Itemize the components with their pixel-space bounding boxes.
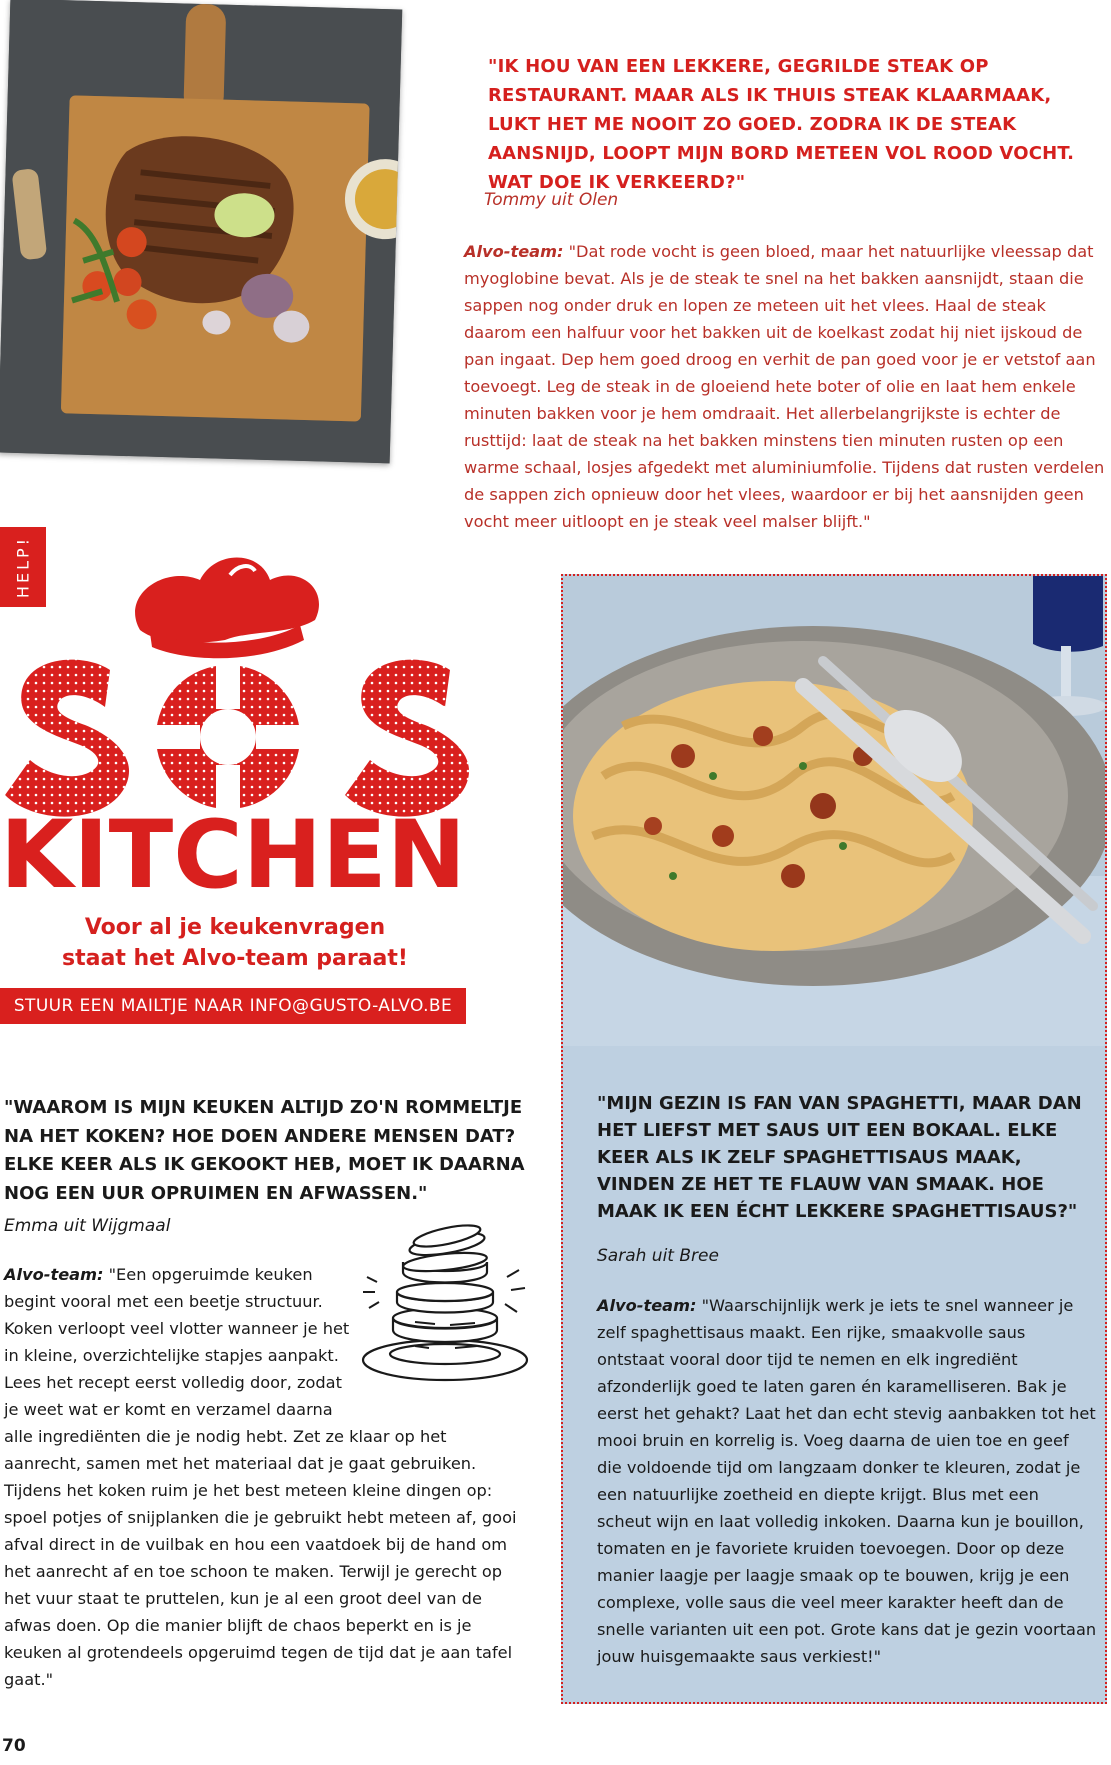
answer-text: "Een opgeruimde keuken begint vooral met een beetje structuur. Koken verloopt veel vlotter wanneer je het in kleine, overzichtelijke stapjes aanpakt. Lees het recept eerst volledig door, zodat je weet wat er komt en verzamel daarna alle ingrediënten die je nodig hebt. Zet ze klaar op het aanrecht, samen met het materiaal dat je gaat gebruiken. Tijdens het koken ruim je het best meteen kleine dingen op: spoel potjes of snijplanken die je gebruikt hebt meteen af, gooi afval direct in de vuilbak en hou een vaatdoek bij de hand om het aanrecht af en toe schoon te maken. Terwijl je gerecht op het vuur staat te pruttelen, kun je al een groot deel van de afwas doen. Op die manier blijft de chaos beperkt en is je keuken al grotendeels opgeruimd tegen de tijd dat je aan tafel gaat." (4, 1265, 517, 1689)
steak-question-author: Tommy uit Olen (484, 190, 619, 210)
answer-lead: Alvo-team: (597, 1296, 697, 1315)
help-tab-label: HELP! (13, 535, 33, 599)
logo-kitchen-text: KITCHEN (0, 801, 466, 895)
answer-text: "Dat rode vocht is geen bloed, maar het natuurlijke vleessap dat myoglobine bevat. Als je de steak te snel na het bakken aansnijdt, staan die sappen nog onder druk en lopen ze meteen uit het vlees. Haal de steak daarom een halfuur voor het bakken uit de koelkast zodat hij niet ijskoud de pan ingaat. Dep hem goed droog en verhit de pan goed voor je er vetstof aan toevoegt. Leg de steak in de gloeiend hete boter of olie en laat hem enkele minuten bakken voor je hem omdraait. Het allerbelangrijkste is echter de rusttijd: laat de steak na het bakken minstens tien minuten rusten op een warme schaal, losjes afgedekt met aluminiumfolie. Tijdens dat rusten verdelen de sappen zich opnieuw door het vlees, waardoor er bij het aansnijden geen vocht meer uitloopt en je steak veel malser blijft." (464, 242, 1105, 531)
kitchen-question: "WAAROM IS MIJN KEUKEN ALTIJD ZO'N ROMMELTJE NA HET KOKEN? HOE DOEN ANDERE MENSEN DAT? ELKE KEER ALS IK GEKOOKT HEB, MOET IK DAARNA NOG EEN UUR OPRUIMEN EN AFWASSEN." (4, 1097, 525, 1204)
tagline-line-2: staat het Alvo-team paraat! (62, 946, 408, 971)
tagline-line-1: Voor al je keukenvragen (84, 915, 386, 940)
stacked-dishes-icon (355, 1222, 530, 1387)
page-number: 70 (2, 1736, 26, 1756)
chef-hat-icon (135, 558, 319, 659)
answer-lead: Alvo-team: (4, 1265, 104, 1284)
pasta-photo (563, 576, 1105, 1046)
tagline (0, 912, 470, 974)
sos-kitchen-logo (0, 535, 470, 895)
steak-question: "IK HOU VAN EEN LEKKERE, GEGRILDE STEAK OP RESTAURANT. MAAR ALS IK THUIS STEAK KLAARMAAK, LUKT HET ME NOOIT ZO GOED. ZODRA IK DE STEAK AANSNIJD, LOOPT MIJN BORD METEEN VOL ROOD VOCHT. WAT DOE IK VERKEERD?" (488, 56, 1075, 193)
kitchen-question-author: Emma uit Wijgmaal (4, 1216, 171, 1236)
spaghetti-question-author: Sarah uit Bree (597, 1246, 719, 1266)
spaghetti-answer (597, 1292, 1097, 1670)
lifebuoy-icon (156, 665, 300, 809)
mail-bar[interactable]: STUUR EEN MAILTJE NAAR INFO@GUSTO-ALVO.BE (0, 988, 466, 1024)
steak-answer (464, 238, 1109, 535)
spaghetti-question: "MIJN GEZIN IS FAN VAN SPAGHETTI, MAAR DAN HET LIEFST MET SAUS UIT EEN BOKAAL. ELKE KEER ALS IK ZELF SPAGHETTISAUS MAAK, VINDEN ZE HET TE FLAUW VAN SMAAK. HOE MAAK IK EEN ÉCHT LEKKERE SPAGHETTISAUS?" (597, 1093, 1082, 1222)
steak-photo (0, 0, 402, 463)
answer-lead: Alvo-team: (464, 242, 564, 261)
answer-text: "Waarschijnlijk werk je iets te snel wanneer je zelf spaghettisaus maakt. Een rijke, smaakvolle saus ontstaat vooral door tijd te nemen en elk ingrediënt afzonderlijk goed te laten garen én karamelliseren. Bak je eerst het gehakt? Laat het dan echt stevig aanbakken tot het mooi bruin en korrelig is. Voeg daarna de uien toe en geef die voldoende tijd om langzaam donker te kleuren, zodat je een natuurlijke zoetheid en diepte krijgt. Blus met een scheut wijn en laat volledig inkoken. Daarna kun je bouillon, tomaten en je favoriete kruiden toevoegen. Door op deze manier laagje per laagje smaak op te bouwen, krijg je een complexe, volle saus die veel meer karakter heeft dan de snelle varianten uit een pot. Grote kans dat je gezin voortaan jouw huisgemaakte saus verkiest!" (597, 1296, 1097, 1666)
